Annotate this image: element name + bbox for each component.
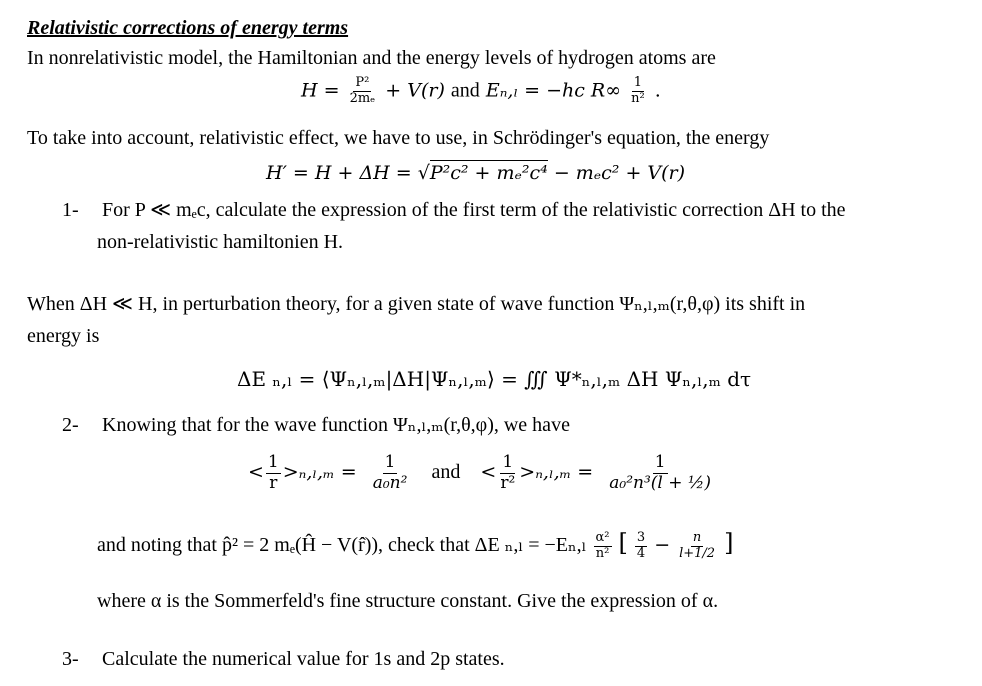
- eq-2me: 2mₑ: [349, 90, 376, 106]
- gt-2: >ₙ,ₗ,ₘ =: [519, 461, 594, 484]
- eq2-radicand: P²c² + mₑ²c⁴: [429, 162, 548, 184]
- frac4-num: 1: [654, 452, 666, 472]
- bracket-right: ]: [724, 529, 734, 557]
- frac3-num: 1: [502, 452, 514, 472]
- perturbation-line1: When ΔH ≪ H, in perturbation theory, for a given state of wave function Ψₙ,ₗ,ₘ(r,θ,φ) its shift in: [27, 293, 806, 315]
- equation-energy-shift: ΔE ₙ,ₗ = ⟨Ψₙ,ₗ,ₘ|ΔH|Ψₙ,ₗ,ₘ⟩ = ∭ Ψ*ₙ,ₗ,ₘ ΔH Ψₙ,ₗ,ₘ dτ: [237, 367, 752, 391]
- eq-p2: P²: [355, 75, 370, 90]
- frac1-num: 1: [267, 452, 279, 472]
- sqrt-symbol: √: [417, 162, 430, 184]
- alpha2: α²: [595, 529, 610, 545]
- page-title: Relativistic corrections of energy terms: [27, 17, 349, 39]
- perturbation-line2: energy is: [27, 325, 100, 347]
- frac2-num: 1: [384, 452, 396, 472]
- check-equation-line: [97, 530, 733, 562]
- eq-and: and: [450, 79, 480, 102]
- question-1-line2: non-relativistic hamiltonien H.: [97, 231, 344, 253]
- question-1: [62, 199, 846, 222]
- minus: −: [654, 534, 671, 556]
- eq-energy: Eₙ,ₗ = −hc R∞: [485, 79, 622, 102]
- equation-expectation-values: [248, 453, 715, 493]
- intro-text: In nonrelativistic model, the Hamiltonian and the energy levels of hydrogen atoms are: [27, 47, 716, 69]
- question-2-line1: Knowing that for the wave function Ψₙ,ₗ,ₘ(r,θ,φ), we have: [102, 414, 570, 436]
- eq-h: H =: [301, 79, 340, 102]
- question-2-number: 2-: [62, 414, 79, 436]
- eq2-rhs: − mₑc² + V(r): [553, 162, 686, 184]
- frac4-den: a₀²n³(l + ½): [609, 472, 712, 493]
- three: 3: [636, 529, 646, 545]
- frac-lhalf: l+1/2: [679, 545, 716, 561]
- noting-text: and noting that p̂² = 2 mₑ(Ĥ − V(r̂)), check that ΔE ₙ,ₗ = −Eₙ,ₗ: [97, 534, 587, 556]
- frac1-den: r: [269, 472, 278, 493]
- lt-2: <: [480, 461, 497, 484]
- question-3-number: 3-: [62, 648, 79, 670]
- equation-hamiltonian: [301, 76, 661, 107]
- n2: n²: [595, 545, 610, 561]
- eq-plus-v: + V(r): [385, 79, 445, 102]
- equation-relativistic-energy: [266, 163, 685, 185]
- frac3-den: r²: [500, 472, 516, 493]
- question-1-line1: For P ≪ mₑc, calculate the expression of the first term of the relativistic correction ΔH to the: [102, 199, 846, 221]
- question-1-number: 1-: [62, 199, 79, 221]
- eq-one: 1: [633, 75, 643, 90]
- question-3-text: Calculate the numerical value for 1s and 2p states.: [102, 648, 505, 670]
- lt-1: <: [248, 461, 264, 484]
- frac2-den: a₀n²: [372, 472, 408, 493]
- question-3: [62, 648, 505, 671]
- question-2: [62, 414, 570, 437]
- gt-1: >ₙ,ₗ,ₘ =: [282, 461, 357, 484]
- frac-n: n: [692, 529, 702, 545]
- bracket-left: [: [618, 529, 628, 557]
- relativistic-text: To take into account, relativistic effect, we have to use, in Schrödinger's equation, the energy: [27, 127, 770, 149]
- eq-n2: n²: [631, 90, 645, 106]
- four: 4: [636, 545, 646, 561]
- eq-dot: .: [654, 79, 661, 102]
- alpha-definition: where α is the Sommerfeld's fine structure constant. Give the expression of α.: [97, 590, 719, 612]
- and-text: and: [431, 461, 461, 484]
- eq2-lhs: H′ = H + ΔH =: [266, 162, 412, 184]
